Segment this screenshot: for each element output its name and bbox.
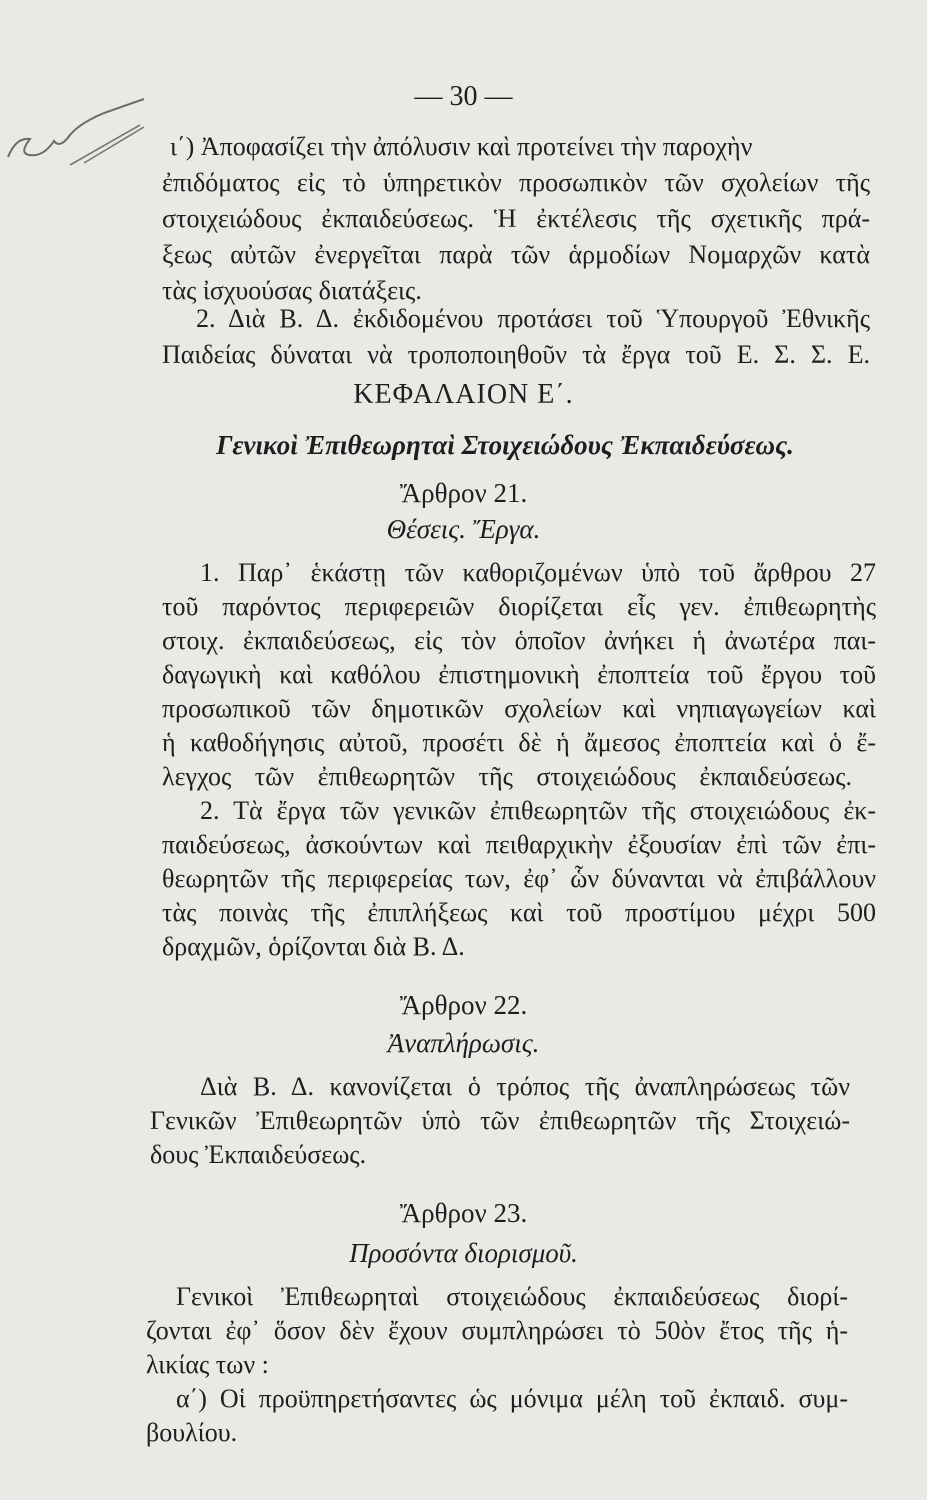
article-23-subheading: Προσόντα διορισμοῦ. [349, 1238, 578, 1268]
article-22-line-1: Διὰ Β. Δ. κανονίζεται ὁ τρόπος τῆς ἀναπληρώσεως τῶν [200, 1072, 850, 1101]
para-iota-line-2: ἐπιδόματος εἰς τὸ ὑπηρετικὸν προσωπικὸν τῶν σχολείων τῆς [162, 168, 870, 197]
para-2-line-2: Παιδείας δύναται νὰ τροποποιηθοῦν τὰ ἔργα τοῦ Ε. Σ. Σ. Ε. [162, 340, 870, 369]
para-iota-line-4: ξεως αὐτῶν ἐνεργεῖται παρὰ τῶν ἁρμοδίων Νομαρχῶν κατὰ [162, 240, 870, 269]
para-iota-line-1: ι΄) Ἀποφασίζει τὴν ἀπόλυσιν καὶ προτείνει τὴν παροχὴν [170, 132, 753, 161]
article-22-subheading: Ἀναπλήρωσις. [387, 1028, 540, 1058]
article-21-para-2-line-2: παιδεύσεως, ἀσκούντων καὶ πειθαρχικὴν ἐξουσίαν ἐπὶ τῶν ἐπι- [162, 830, 876, 859]
page-number: — 30 — [414, 81, 513, 112]
article-21-para-1-line-5: προσωπικοῦ τῶν δημοτικῶν σχολείων καὶ νηπιαγωγείων καὶ [162, 694, 876, 723]
chapter-title: ΚΕΦΑΛΑΙΟΝ Ε΄. [353, 379, 574, 410]
article-21-subheading: Θέσεις. Ἔργα. [386, 514, 541, 544]
article-21-para-1-line-3: στοιχ. ἐκπαιδεύσεως, εἰς τὸν ὁποῖον ἀνήκει ἡ ἀνωτέρα παι- [162, 626, 876, 655]
article-22-heading: Ἄρθρον 22. [399, 990, 528, 1020]
article-21-para-1-line-4: δαγωγικὴ καὶ καθόλου ἐπιστημονικὴ ἐποπτεία τοῦ ἔργου τοῦ [162, 660, 876, 689]
para-iota-line-3: στοιχειώδους ἐκπαιδεύσεως. Ἡ ἐκτέλεσις τῆς σχετικῆς πρά- [162, 204, 870, 233]
article-22-line-2: Γενικῶν Ἐπιθεωρητῶν ὑπὸ τῶν ἐπιθεωρητῶν τῆς Στοιχειώ- [150, 1106, 850, 1135]
article-21-para-2-line-5: δραχμῶν, ὁρίζονται διὰ Β. Δ. [162, 932, 465, 961]
para-2-line-1: 2. Διὰ Β. Δ. ἐκδιδομένου προτάσει τοῦ Ὑπουργοῦ Ἐθνικῆς [196, 304, 870, 333]
article-22-line-3: δους Ἐκπαιδεύσεως. [150, 1140, 367, 1169]
article-21-para-2-line-3: θεωρητῶν τῆς περιφερείας των, ἐφ᾽ ὧν δύνανται νὰ ἐπιβάλλουν [162, 864, 876, 893]
article-23-line-3: λικίας των : [146, 1350, 269, 1379]
article-21-para-1-line-1: 1. Παρ᾽ ἑκάστῃ τῶν καθοριζομένων ὑπὸ τοῦ ἄρθρου 27 [200, 558, 876, 587]
article-21-para-1-line-6: ἡ καθοδήγησις αὐτοῦ, προσέτι δὲ ἡ ἄμεσος ἐποπτεία καὶ ὁ ἔ- [162, 728, 876, 757]
article-23-heading: Ἄρθρον 23. [399, 1198, 528, 1228]
para-iota-line-5: τὰς ἰσχυούσας διατάξεις. [162, 276, 422, 305]
article-23-line-2: ζονται ἐφ᾽ ὅσον δὲν ἔχουν συμπληρώσει τὸ 50ὸν ἔτος τῆς ἡ- [146, 1316, 848, 1345]
article-21-para-1-line-2: τοῦ παρόντος περιφερειῶν διορίζεται εἷς γεν. ἐπιθεωρητὴς [162, 592, 876, 621]
article-23-line-1: Γενικοὶ Ἐπιθεωρηταὶ στοιχειώδους ἐκπαιδεύσεως διορί- [176, 1282, 848, 1311]
article-23-item-alpha-line-2: βουλίου. [146, 1418, 238, 1447]
article-21-heading: Ἄρθρον 21. [399, 478, 528, 508]
article-21-para-2-line-1: 2. Τὰ ἔργα τῶν γενικῶν ἐπιθεωρητῶν τῆς στοιχειώδους ἐκ- [200, 796, 876, 825]
article-21-para-2-line-4: τὰς ποινὰς τῆς ἐπιπλήξεως καὶ τοῦ προστίμου μέχρι 500 [162, 898, 876, 927]
article-23-item-alpha-line-1: α΄) Οἱ προϋπηρετήσαντες ὡς μόνιμα μέλη τοῦ ἐκπαιδ. συμ- [176, 1384, 848, 1413]
article-21-para-1-line-7: λεγχος τῶν ἐπιθεωρητῶν τῆς στοιχειώδους ἐκπαιδεύσεως. [162, 762, 852, 791]
chapter-subtitle: Γενικοὶ Ἐπιθεωρηταὶ Στοιχειώδους Ἐκπαιδεύσεως. [216, 430, 794, 460]
